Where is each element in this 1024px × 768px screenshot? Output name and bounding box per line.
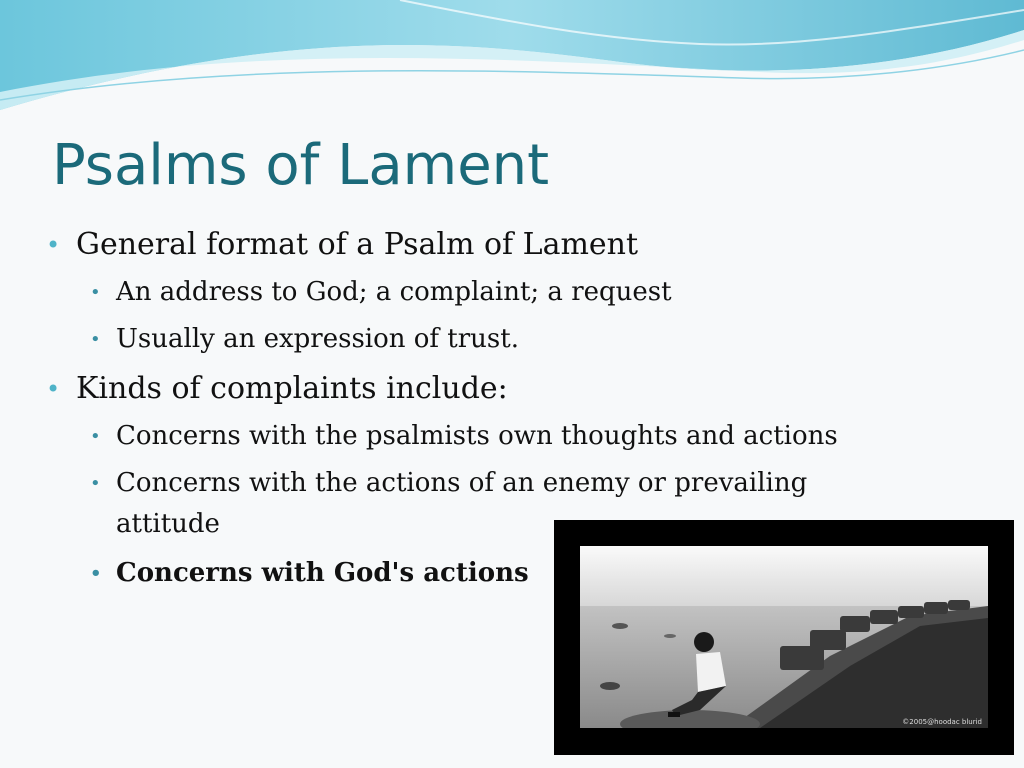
bullet-dot-icon: • — [46, 375, 61, 403]
bullet-item — [44, 366, 944, 412]
bullet-item — [44, 222, 944, 268]
photo-image — [580, 546, 988, 728]
bullet-dot-icon: • — [90, 426, 101, 447]
sub-bullet-item — [84, 416, 944, 457]
bullet-dot-icon: • — [46, 231, 61, 259]
sub-bullet-text: Usually an expression of trust. — [116, 324, 519, 354]
bullet-text: General format of a Psalm of Lament — [76, 227, 639, 262]
header-wave-decoration — [0, 0, 1024, 120]
photo-credit: ©2005@hoodac blurid — [902, 718, 982, 726]
bullet-text: Kinds of complaints include: — [76, 371, 508, 406]
sub-bullet-text: Concerns with the psalmists own thoughts and actions — [116, 421, 838, 451]
sub-bullet-item — [84, 272, 944, 313]
bullet-dot-icon: • — [90, 473, 101, 494]
sub-bullet-text: An address to God; a complaint; a request — [116, 277, 672, 307]
bullet-dot-icon: • — [90, 282, 101, 303]
sub-bullet-text: Concerns with the actions of an enemy or prevailing attitude — [116, 468, 808, 539]
sub-bullet-item — [84, 319, 944, 360]
person-by-sea-photo — [554, 520, 1014, 755]
sub-bullet-text: Concerns with God's actions — [116, 558, 529, 588]
bullet-dot-icon: • — [90, 329, 101, 350]
slide-title: Psalms of Lament — [52, 133, 550, 198]
bullet-dot-icon: • — [90, 563, 102, 584]
